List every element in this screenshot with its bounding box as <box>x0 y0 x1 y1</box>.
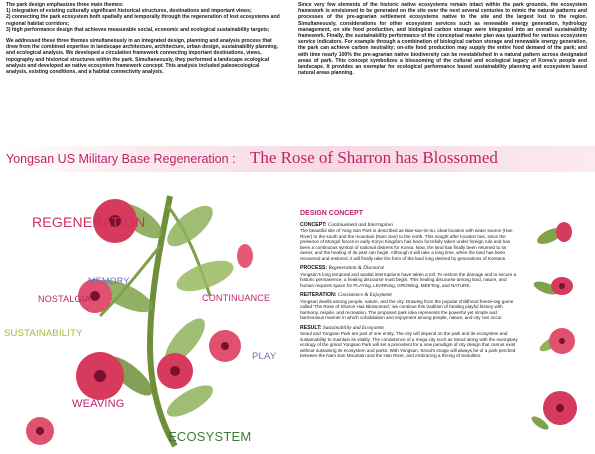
intro-text <box>0 0 595 132</box>
flower-sketch-1 <box>535 222 572 247</box>
word-memory: MEMORY <box>88 276 130 286</box>
section-subtitle: Sustainability and Ecosystem <box>322 324 384 331</box>
intro-right-column <box>298 2 587 81</box>
word-nostalgia: NOSTALGIA <box>38 294 91 304</box>
section-subtitle: Regeneration & Discourse <box>328 265 385 271</box>
leaf <box>173 254 238 297</box>
word-sustainability: SUSTAINABILITY <box>4 328 83 339</box>
intro-left-column <box>6 2 281 80</box>
word-play: PLAY <box>252 351 277 362</box>
result-section <box>300 326 518 359</box>
section-body: Yongsan dwells among people, nature, and the city. Drawing from the popular childhood freeze-tag game called 'The Rose of Sharon Has Blossomed,' we continue this tradition of healing playful history with harmony, respite, and recreation. The proposed park idea represents the powerful yet simple and harmonious manner in which cohabitation and enjoyment among people, nature, and city can occur. <box>300 298 514 320</box>
word-ecosystem: ECOSYSTEM <box>168 429 252 444</box>
word-regeneration: REGENERATION <box>32 214 146 230</box>
process-section <box>300 266 518 288</box>
flower-sketch-3 <box>537 328 575 354</box>
section-label: CONCEPT: <box>300 221 327 228</box>
concept-illustration <box>0 176 300 449</box>
section-subtitle: Coexistence & Enjoyment <box>337 292 392 298</box>
title-banner <box>0 146 595 172</box>
flower-sketch-column <box>522 218 592 448</box>
flower-sketch-2 <box>532 277 573 297</box>
reiteration-section <box>300 293 518 321</box>
section-body: Seoul and Yongsan Park are part of one entity. The city will depend on the park and its ecosystem and sustainability to maintain its vitality. The consistence of a mega city such as Seoul along with the exemplary ecology of the grand Yongsan Park will set a precedent for a new paradigm of city design that cannot exist without sustaining its ecosystem and parks. With Yongsan, Seoul's image will always be of a park perched between the Nam San Mountain and the Han River, and embracing a throng of Seoulites. <box>300 331 518 358</box>
intro-left-paragraph-2: We addressed these three themes simultaneously in an integrated design, planning and analysis process that drew from the combined expertise in landscape architecture, architecture, urban design, sustainability planning, and ecological analysis. We developed a circulation framework connecting important destinations, views, topography and historical structures within the park. Simultaneously, they performed a landscape ecological analysis and developed an native ecosystem framework concept. This analysis included paleoecological analysis, existing conditions, and a habitat connectivity analysis. <box>6 38 279 76</box>
flower-sketches <box>522 218 592 448</box>
word-continuance: CONTINUANCE <box>202 293 271 303</box>
section-label: RESULT: <box>300 324 322 331</box>
intro-right-paragraph: Since very few elements of the historic native ecosystems remain intact within the park grounds, the ecosystem framework is envisioned to be generated on the site over the next several centuries to mimic the natural patterns and processes of the pre-agrarian settlement ecosystems native to the site and the largest lost to the region. Simultaneously, considerations for other ecosystem services such as renewable energy generation, hydrology management, on site food production, and biological carbon storage were integrated into an overall sustainability framework. Finally, the sustainability performance of the conceptual master plan was quantified for various ecosystem service indicators. For example through a combination of biological carbon storage and renewable energy generation, the park can achieve carbon neutrality; on-site food production may supply the entire food demand of the park; and with time nearly 100% the pre-agrarian native biodiversity can be reestablished in a natural pattern across designated areas of park. This concept symbolizes a blossoming of the cultural and ecological legacy of Korea's people and landscape. It provides an exemplar for ecological performance based sustainability planning and ecosystem based natural areas planning. <box>298 2 587 77</box>
flower <box>209 330 241 362</box>
section-body: Yongsan's long temporal and spatial interruptions have taken a toll. To restore the damage and to secure a historic permanence, a healing discourse must begin. This healing discourse among land, nature, and human requires space for PLAYing, LEARNing, GROWing, MEETing, and NATURE. <box>300 271 517 288</box>
design-concept-heading: DESIGN CONCEPT <box>300 210 364 217</box>
section-label: REITERATION: <box>300 292 337 298</box>
design-concept <box>300 211 518 364</box>
section-label: PROCESS: <box>300 265 328 271</box>
concept-section <box>300 223 518 262</box>
flower <box>26 417 54 445</box>
title-part-1: Yongsan US Military Base Regeneration : <box>6 152 236 166</box>
flower-bud <box>237 244 253 268</box>
title-part-2: The Rose of Sharron has Blossomed <box>250 148 498 167</box>
word-weaving: WEAVING <box>72 398 125 410</box>
flower-sketch-4 <box>530 391 577 432</box>
section-subtitle: Continuement and Interruption <box>327 221 393 228</box>
intro-left-paragraph-1: The park design emphasizes three main themes: 1) integration of existing culturally significant historical structures, destinations and important views; 2) connecting the park ecosystem both spatially and temporally through the regeneration of lost ecosystems and regional habitat corridors; 3) high performance design that achieves measurable social, economic and ecological sustainability targets; <box>6 2 280 33</box>
flower <box>157 353 193 389</box>
section-body: The beautiful site of Yong San Park is described as Bae-san-im-su, ideal location with water source (Han River) to the south and the mountain (Nam San) to the north. This sought after location has, since the presence of Mongol forces in early Koryo Kingdom has been forcefully taken under foreign rule and has been a continuous symbol of national distress for Korea. Now, the land has finally been returned to its owner, and the healing of its past can begin. Although it will take a long time, when the land has been recovered and restored, it will finally take the form of the land long desired by generations of Koreans. <box>300 228 513 261</box>
flower <box>76 352 124 400</box>
